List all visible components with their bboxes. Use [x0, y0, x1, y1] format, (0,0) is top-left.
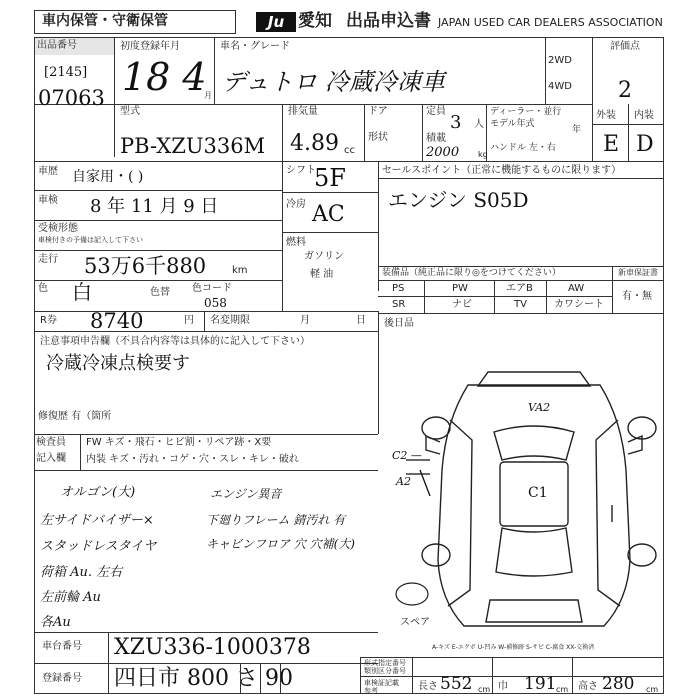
note-7: エンジン異音 [210, 487, 282, 501]
sales-point-value: エンジン S05D [388, 188, 529, 212]
displacement-label: 排気量 [288, 106, 318, 117]
note-4: 荷箱 Au. 左右 [40, 565, 123, 580]
name-change-day: 日 [356, 315, 366, 326]
plate-label: 登録番号 [42, 673, 82, 684]
association-name: JAPAN USED CAR DEALERS ASSOCIATION [438, 16, 663, 29]
person-unit: 人 [474, 119, 484, 130]
model-name-value: デュトロ 冷蔵冷凍車 [222, 68, 445, 96]
cm-unit-2: cm [556, 685, 569, 694]
mileage-value: 53万6千880 [84, 254, 207, 278]
receipt-note: 車検付きの予備は記入して下さい [38, 236, 143, 244]
damage-a2: A2 [396, 475, 411, 488]
color-label: 色 [38, 283, 48, 294]
equip-aw: AW [568, 283, 585, 294]
exterior-grade: E [603, 132, 620, 157]
shift-label: シフト [286, 165, 316, 176]
color-value: 白 [72, 280, 92, 304]
warranty-options: 有・無 [622, 291, 652, 302]
damage-va2: VA2 [528, 401, 551, 414]
chassis-value: XZU336-1000378 [114, 635, 311, 660]
interior-label: 内装 [634, 110, 654, 121]
dimensions-label: 車検証記載 [364, 679, 399, 687]
note-5: 左前輪 Au [40, 590, 101, 605]
recycle-value: 8740 [90, 309, 144, 333]
warranty-label: 新車保証書 [618, 268, 658, 277]
load-value: 2000 [426, 145, 460, 160]
equip-airbag: エアB [506, 283, 533, 294]
recycle-label: R券 [40, 315, 57, 326]
cm-unit-1: cm [478, 685, 491, 694]
handle-label: ハンドル 左・右 [490, 143, 556, 153]
kg-unit: kg [478, 150, 488, 159]
name-change-label: 名変期限 [210, 315, 250, 326]
plate-value: 四日市 800 さ 90 [114, 666, 293, 691]
length-label: 長さ [418, 681, 438, 692]
receipt-label: 受検形態 [38, 223, 78, 234]
notes-value: 冷蔵冷凍点検要す [46, 353, 190, 374]
first-reg-value: 18 4 [122, 55, 207, 99]
chassis-label: 車台番号 [42, 641, 82, 652]
width-value: 191 [524, 674, 557, 694]
aircon-value: AC [312, 202, 345, 227]
note-1: オルゴン(大) [60, 485, 136, 500]
form-title: 出品申込書 [346, 11, 431, 31]
length-value: 552 [440, 674, 473, 694]
note-2: 左サイドバイザー× [40, 513, 154, 528]
interior-grade: D [636, 132, 654, 157]
mileage-label: 走行 [38, 254, 58, 265]
exterior-label: 外装 [596, 110, 616, 121]
displacement-value: 4.89 [290, 131, 339, 156]
ju-logo: Ju [256, 12, 296, 32]
inspection-label: 車検 [38, 195, 58, 206]
dealer-label: ディーラー・並行 [490, 107, 562, 117]
aircon-label: 冷房 [286, 199, 306, 210]
form-number-label: 形式指定番号 [364, 659, 406, 667]
fuel-label: 燃料 [286, 237, 306, 248]
shape-label: 形状 [368, 132, 388, 143]
capacity-value: 3 [450, 112, 462, 133]
equipment-label: 装備品（純正品に限り◎をつけてください） [382, 268, 561, 278]
fuel-diesel: 軽 油 [310, 269, 334, 280]
notes-label: 注意事項申告欄（不具合内容等は具体的に記入して下さい） [40, 336, 310, 347]
color-code-value: 058 [204, 296, 227, 310]
lot-prefix: [2145] [44, 65, 88, 80]
color-code-label: 色コード [192, 283, 232, 294]
reference-label: 参考 [364, 687, 378, 695]
km-unit: km [232, 265, 248, 276]
cm-unit-3: cm [646, 685, 659, 694]
note-9: キャビンフロア 穴 穴補(大) [206, 537, 355, 551]
damage-c-left: C2 — [392, 449, 422, 462]
entry-field-label: 記入欄 [36, 453, 66, 464]
later-date-label: 後日品 [384, 318, 414, 329]
cc-unit: cc [344, 145, 355, 156]
inspection-value: 8 年 11 月 9 日 [90, 196, 219, 217]
class-number-label: 類別区分番号 [364, 667, 406, 675]
equip-pw: PW [452, 283, 468, 294]
grade-label: 評価点 [610, 41, 640, 52]
damage-legend: A-キズ E-エクボ U-凹み W-補修跡 S-サビ C-腐食 XX-交換済 [432, 644, 595, 651]
org-name: 愛知 [298, 11, 332, 31]
month-unit: 月 [204, 91, 212, 100]
shift-value: 5F [314, 164, 346, 192]
equip-sr: SR [392, 299, 406, 310]
equip-ps: PS [392, 283, 405, 294]
capacity-label: 定員 [426, 106, 446, 117]
inspector-label: 検査員 [36, 437, 66, 448]
repair-history-label: 修復歴 有（箇所 [38, 411, 112, 422]
exterior-codes: FW キズ・飛石・ヒビ割・リペア跡・X要 [86, 437, 272, 448]
width-label: 巾 [498, 681, 508, 692]
load-label: 積載 [426, 133, 446, 144]
sales-point-label: セールスポイント（正常に機能するものに限ります） [382, 165, 622, 176]
lot-number: 07063 [38, 86, 105, 110]
model-type-label: 型式 [120, 106, 140, 117]
name-change-month: 月 [300, 315, 310, 326]
note-3: スタッドレスタイヤ [40, 539, 157, 554]
interior-codes: 内装 キズ・汚れ・コゲ・穴・スレ・キレ・破れ [86, 454, 299, 465]
year-unit: 年 [572, 125, 582, 135]
note-6: 各Au [40, 615, 71, 630]
first-reg-label: 初度登録年月 [120, 41, 180, 52]
usage-label: 車歴 [38, 166, 58, 177]
model-name-label: 車名・グレード [220, 41, 290, 52]
spare-tire-icon [396, 583, 428, 605]
height-value: 280 [602, 674, 635, 694]
doors-label: ドア [368, 106, 388, 117]
drive-4wd: 4WD [548, 81, 572, 92]
grade-value: 2 [618, 78, 632, 103]
fuel-gasoline: ガソリン [304, 251, 344, 262]
spare-label: スペア [400, 617, 430, 628]
height-label: 高さ [578, 681, 598, 692]
equip-seat: カワシート [554, 299, 604, 310]
equip-tv: TV [514, 299, 527, 310]
damage-c1: C1 [528, 485, 548, 501]
note-8: 下廻りフレーム 錆汚れ 有 [206, 513, 346, 527]
storage-label: 車内保管・守衛保管 [42, 13, 168, 29]
yen-unit: 円 [184, 315, 194, 326]
color-number-label: 色替 [150, 287, 170, 298]
usage-value: 自家用・( ) [72, 169, 144, 185]
equip-navi: ナビ [452, 299, 472, 310]
drive-2wd: 2WD [548, 55, 572, 66]
model-year-label: モデル年式 [490, 119, 535, 129]
model-type-value: PB-XZU336M [120, 134, 266, 158]
lot-number-label: 出品番号 [35, 38, 114, 55]
